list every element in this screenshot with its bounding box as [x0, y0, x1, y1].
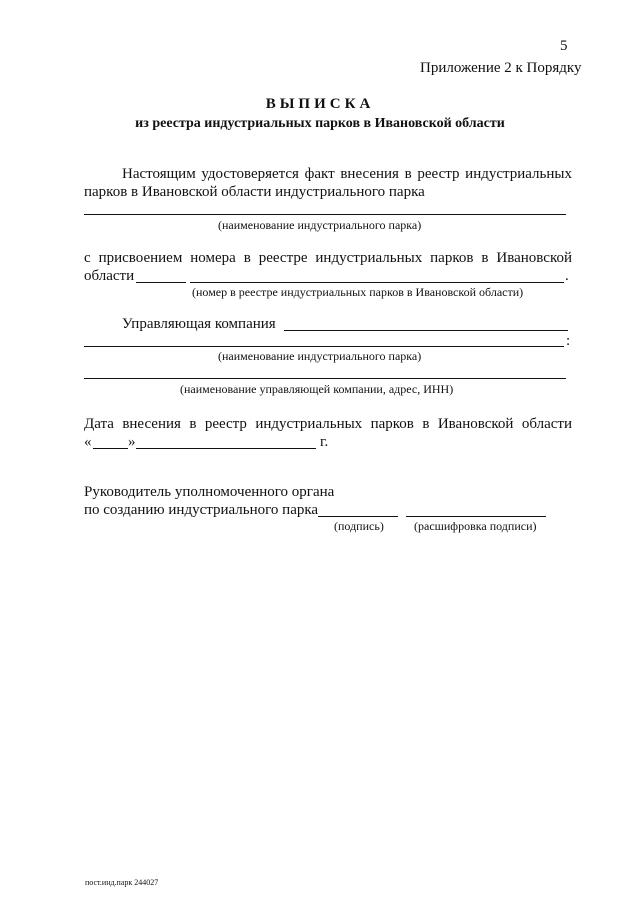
number-line-2-prefix: области: [84, 268, 135, 284]
signature-sign-line: [318, 516, 398, 517]
certify-line-1: Настоящим удостоверяется факт внесения в реестр индустриальных: [122, 166, 572, 182]
footer-code: пост.инд.парк 244027: [85, 878, 159, 887]
company-details-line: [84, 378, 566, 379]
date-day-line: [93, 448, 128, 449]
date-open-quote: «: [84, 434, 92, 450]
company-line-2: [84, 346, 564, 347]
date-year-suffix: г.: [320, 434, 329, 450]
company-details-caption: (наименование управляющей компании, адрес, ИНН): [180, 382, 454, 396]
signature-name-line: [406, 516, 546, 517]
company-label: Управляющая компания: [122, 316, 276, 332]
document-title: ВЫПИСКА: [265, 96, 375, 112]
park-name-line: [84, 214, 566, 215]
company-line-1: [284, 330, 568, 331]
signature-line-2: по созданию индустриального парка: [84, 502, 319, 518]
date-line-1: Дата внесения в реестр индустриальных парков в Ивановской области: [84, 416, 572, 432]
signature-name-caption: (расшифровка подписи): [414, 519, 537, 533]
certify-line-2: парков в Ивановской области индустриального парка: [84, 184, 425, 200]
company-colon: :: [566, 333, 571, 349]
signature-line-1: Руководитель уполномоченного органа: [84, 484, 335, 500]
number-long-line: [190, 282, 564, 283]
company-park-caption: (наименование индустриального парка): [218, 349, 422, 363]
date-month-line: [136, 448, 316, 449]
number-line-1: с присвоением номера в реестре индустриальных парков в Ивановской: [84, 250, 572, 266]
park-name-caption: (наименование индустриального парка): [218, 218, 422, 232]
signature-sign-caption: (подпись): [334, 519, 384, 533]
page-number: 5: [560, 38, 568, 54]
number-caption: (номер в реестре индустриальных парков в Ивановской области): [192, 285, 524, 299]
appendix-label: Приложение 2 к Порядку: [420, 60, 582, 76]
document-subtitle: из реестра индустриальных парков в Ивановской области: [135, 116, 505, 131]
date-close-quote: »: [128, 434, 136, 450]
number-short-line: [136, 282, 186, 283]
number-line-end: .: [565, 268, 569, 284]
